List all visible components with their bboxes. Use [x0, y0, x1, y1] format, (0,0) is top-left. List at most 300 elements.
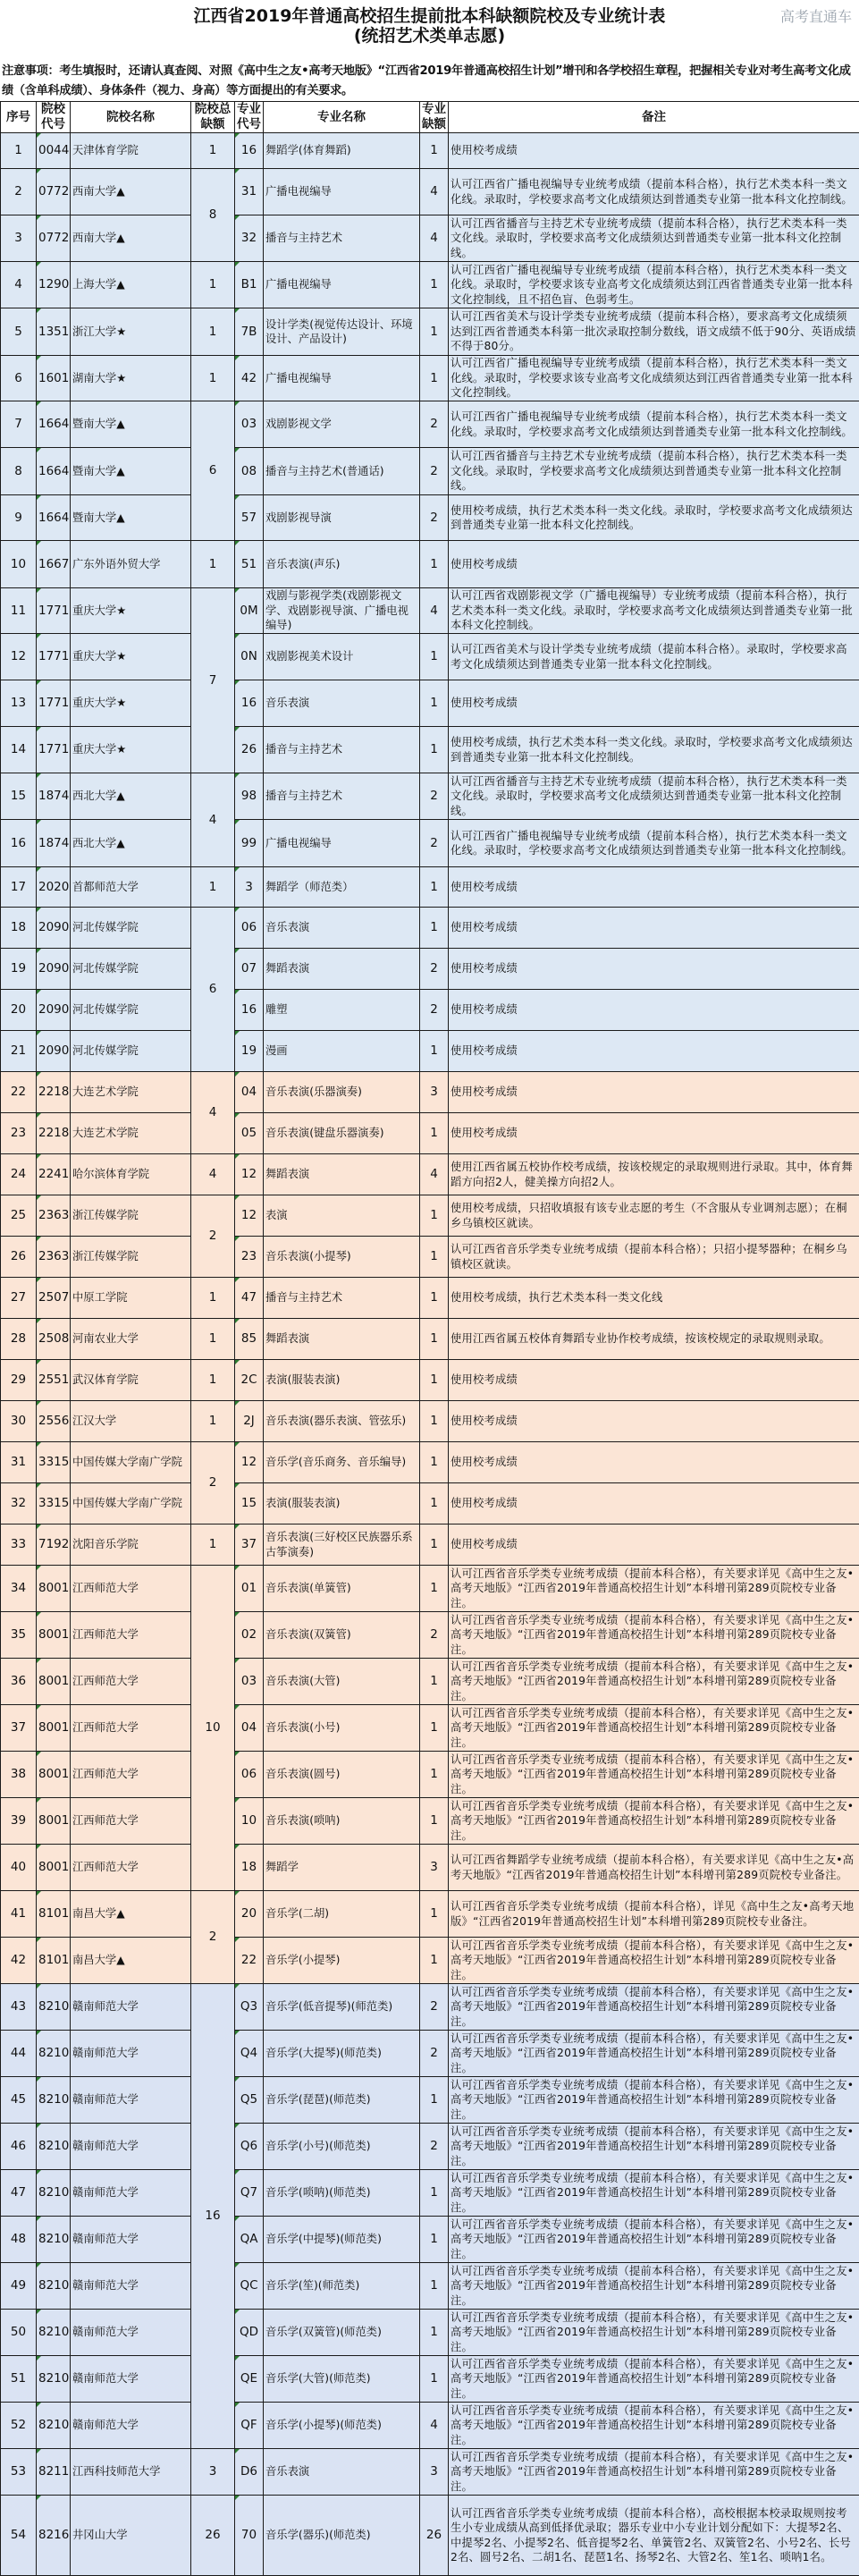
cell-remarks: 使用校考成绩 — [449, 867, 859, 908]
cell-school-name: 西北大学▲ — [71, 773, 191, 820]
cell-school-name: 湖南大学★ — [71, 356, 191, 401]
cell-school-total: 4 — [191, 1072, 235, 1154]
table-row — [1, 2496, 859, 2576]
cell-major-code: 42 — [235, 356, 264, 401]
header-major-quota: 专业缺额 — [420, 102, 449, 133]
header-school-name: 院校名称 — [71, 102, 191, 133]
cell-major-name: 表演 — [264, 1195, 420, 1237]
cell-major-name: 舞蹈学 — [264, 1845, 420, 1891]
cell-school-code: 1874 — [37, 820, 71, 867]
cell-seq: 30 — [1, 1401, 37, 1442]
cell-school-total: 26 — [191, 2496, 235, 2576]
cell-school-code: 8210 — [37, 2403, 71, 2449]
cell-school-name: 浙江传媒学院 — [71, 1195, 191, 1237]
cell-major-quota: 2 — [420, 773, 449, 820]
table-row — [1, 1984, 859, 2031]
cell-school-code: 1771 — [37, 727, 71, 773]
header-seq: 序号 — [1, 102, 37, 133]
cell-major-code: 20 — [235, 1891, 264, 1938]
table-row — [1, 1938, 859, 1984]
cell-school-name: 江西师范大学 — [71, 1566, 191, 1612]
cell-remarks: 认可江西省音乐学类专业统考成绩（提前本科合格），高校根据本校录取规则按考生小专业成绩从高到低择优录取；器乐专业中小专业计划分配如下：大提琴2名、中提琴2名、小提琴2名、低音提琴2名、单簧管2名、双簧管2名、小号2名、长号2名、圆号2名、二胡1名、琵琶1名、扬琴2名、大管2名、笙1名、唢呐1名。 — [449, 2496, 859, 2576]
cell-school-name: 中国传媒大学南广学院 — [71, 1442, 191, 1483]
cell-major-name: 音乐学(唢呐)(师范类) — [264, 2170, 420, 2217]
cell-remarks: 认可江西省音乐学类专业统考成绩（提前本科合格），有关要求详见《高中生之友•高考天地版》“江西省2019年普通高校招生计划”本科增刊第289页院校专业备注。 — [449, 2217, 859, 2263]
cell-school-code: 1667 — [37, 541, 71, 588]
cell-major-name: 音乐表演(唢呐) — [264, 1798, 420, 1845]
cell-school-code: 2090 — [37, 990, 71, 1031]
cell-major-name: 戏剧影视文学 — [264, 401, 420, 448]
cell-major-name: 表演(服装表演) — [264, 1483, 420, 1524]
cell-major-code: 0M — [235, 588, 264, 634]
cell-remarks: 认可江西省美术与设计学类专业统考成绩（提前本科合格）。录取时，学校要求高考文化成绩须达到普通类专业第一批本科文化控制线。 — [449, 634, 859, 680]
cell-seq: 52 — [1, 2403, 37, 2449]
cell-remarks: 认可江西省音乐学类专业统考成绩（提前本科合格），有关要求详见《高中生之友•高考天地版》“江西省2019年普通高校招生计划”本科增刊第289页院校专业备注。 — [449, 1612, 859, 1659]
cell-major-name: 音乐表演 — [264, 680, 420, 727]
cell-major-quota: 4 — [420, 1154, 449, 1195]
table-row — [1, 356, 859, 401]
table-row — [1, 908, 859, 949]
cell-school-total: 1 — [191, 308, 235, 356]
cell-remarks: 使用校考成绩 — [449, 1113, 859, 1154]
cell-remarks: 认可江西省广播电视编导专业统考成绩（提前本科合格），执行艺术类本科一类文化线。录取时，学校要求高考文化成绩须达到普通类专业第一批本科文化控制线。 — [449, 169, 859, 215]
cell-seq: 31 — [1, 1442, 37, 1483]
cell-remarks: 使用校考成绩 — [449, 133, 859, 169]
cell-major-code: 07 — [235, 949, 264, 990]
cell-major-name: 音乐学(中提琴)(师范类) — [264, 2217, 420, 2263]
table-row — [1, 680, 859, 727]
cell-school-name: 西北大学▲ — [71, 820, 191, 867]
cell-major-code: QF — [235, 2403, 264, 2449]
cell-remarks: 使用校考成绩，只招收填报有该专业志愿的考生（不含服从专业调剂志愿）；在桐乡乌镇校区就读。 — [449, 1195, 859, 1237]
cell-seq: 33 — [1, 1524, 37, 1566]
cell-seq: 7 — [1, 401, 37, 448]
table-row — [1, 634, 859, 680]
cell-major-code: 85 — [235, 1319, 264, 1360]
cell-remarks: 使用校考成绩，执行艺术类本科一类文化线。录取时，学校要求高考文化成绩须达到普通类专业第一批本科文化控制线。 — [449, 727, 859, 773]
cell-school-name: 赣南师范大学 — [71, 2263, 191, 2310]
cell-school-name: 哈尔滨体育学院 — [71, 1154, 191, 1195]
cell-school-total: 6 — [191, 908, 235, 1072]
page-subtitle: (统招艺术类单志愿) — [353, 26, 506, 46]
cell-major-quota: 1 — [420, 2356, 449, 2403]
cell-school-code: 1771 — [37, 588, 71, 634]
cell-school-name: 赣南师范大学 — [71, 1984, 191, 2031]
cell-major-quota: 1 — [420, 1659, 449, 1705]
cell-major-code: 22 — [235, 1938, 264, 1984]
cell-major-quota: 2 — [420, 949, 449, 990]
cell-major-quota: 1 — [420, 867, 449, 908]
cell-major-name: 舞蹈学（师范类） — [264, 867, 420, 908]
cell-school-name: 南昌大学▲ — [71, 1938, 191, 1984]
cell-major-code: 37 — [235, 1524, 264, 1566]
cell-seq: 19 — [1, 949, 37, 990]
cell-school-code: 8001 — [37, 1705, 71, 1752]
cell-major-name: 音乐表演(键盘乐器演奏) — [264, 1113, 420, 1154]
cell-major-code: 08 — [235, 448, 264, 495]
cell-seq: 40 — [1, 1845, 37, 1891]
cell-seq: 36 — [1, 1659, 37, 1705]
cell-major-quota: 1 — [420, 2217, 449, 2263]
cell-major-quota: 2 — [420, 1984, 449, 2031]
cell-major-code: QC — [235, 2263, 264, 2310]
cell-school-code: 8001 — [37, 1752, 71, 1798]
cell-school-total: 7 — [191, 588, 235, 773]
cell-school-name: 河南农业大学 — [71, 1319, 191, 1360]
cell-seq: 24 — [1, 1154, 37, 1195]
cell-major-code: 26 — [235, 727, 264, 773]
cell-school-total: 1 — [191, 1319, 235, 1360]
cell-major-code: 12 — [235, 1442, 264, 1483]
cell-major-name: 音乐表演(大管) — [264, 1659, 420, 1705]
cell-remarks: 认可江西省音乐学类专业统考成绩（提前本科合格），有关要求详见《高中生之友•高考天地版》“江西省2019年普通高校招生计划”本科增刊第289页院校专业备注。 — [449, 2031, 859, 2077]
cell-remarks: 认可江西省戏剧影视文学（广播电视编导）专业统考成绩（提前本科合格），执行艺术类本科一类文化线。录取时，学校要求高考文化成绩须达到普通类专业第一批本科文化控制线。 — [449, 588, 859, 634]
cell-seq: 6 — [1, 356, 37, 401]
cell-major-quota: 1 — [420, 1442, 449, 1483]
cell-remarks: 认可江西省播音与主持艺术专业统考成绩（提前本科合格），执行艺术类本科一类文化线。录取时，学校要求高考文化成绩须达到普通类专业第一批本科文化控制线。 — [449, 773, 859, 820]
cell-school-total: 2 — [191, 1195, 235, 1278]
cell-school-code: 1771 — [37, 680, 71, 727]
cell-school-name: 赣南师范大学 — [71, 2217, 191, 2263]
cell-major-code: 2J — [235, 1401, 264, 1442]
cell-school-name: 河北传媒学院 — [71, 990, 191, 1031]
cell-major-name: 音乐表演(圆号) — [264, 1752, 420, 1798]
table-row — [1, 1845, 859, 1891]
cell-school-total: 4 — [191, 1154, 235, 1195]
table-row — [1, 1483, 859, 1524]
cell-major-name: 雕塑 — [264, 990, 420, 1031]
cell-school-total: 1 — [191, 133, 235, 169]
cell-school-code: 2556 — [37, 1401, 71, 1442]
cell-major-code: 05 — [235, 1113, 264, 1154]
cell-major-name: 音乐学(音乐商务、音乐编导) — [264, 1442, 420, 1483]
cell-school-name: 江西师范大学 — [71, 1612, 191, 1659]
cell-school-code: 8210 — [37, 2263, 71, 2310]
cell-school-name: 首都师范大学 — [71, 867, 191, 908]
cell-school-total: 2 — [191, 1442, 235, 1524]
table-row — [1, 1113, 859, 1154]
cell-school-name: 重庆大学★ — [71, 727, 191, 773]
cell-remarks: 使用江西省属五校体育舞蹈专业协作校考成绩，按该校规定的录取规则录取。 — [449, 1319, 859, 1360]
cell-remarks: 认可江西省音乐学类专业统考成绩（提前本科合格），有关要求详见《高中生之友•高考天地版》“江西省2019年普通高校招生计划”本科增刊第289页院校专业备注。 — [449, 2170, 859, 2217]
cell-major-code: 57 — [235, 495, 264, 541]
cell-school-name: 上海大学▲ — [71, 262, 191, 308]
cell-major-name: 戏剧影视导演 — [264, 495, 420, 541]
cell-major-quota: 1 — [420, 1798, 449, 1845]
table-row — [1, 1659, 859, 1705]
table-row — [1, 2310, 859, 2356]
cell-major-quota: 1 — [420, 908, 449, 949]
cell-remarks: 使用校考成绩 — [449, 1401, 859, 1442]
cell-school-name: 井冈山大学 — [71, 2496, 191, 2576]
cell-school-code: 2241 — [37, 1154, 71, 1195]
cell-seq: 1 — [1, 133, 37, 169]
cell-remarks: 认可江西省音乐学类专业统考成绩（提前本科合格），详见《高中生之友•高考天地版》“江西省2019年普通高校招生计划”本科增刊第289页院校专业备注。 — [449, 1891, 859, 1938]
cell-school-name: 西南大学▲ — [71, 215, 191, 262]
cell-seq: 8 — [1, 448, 37, 495]
cell-school-code: 1771 — [37, 634, 71, 680]
cell-school-name: 大连艺术学院 — [71, 1072, 191, 1113]
table-row — [1, 949, 859, 990]
cell-seq: 21 — [1, 1031, 37, 1072]
cell-major-name: 表演(服装表演) — [264, 1360, 420, 1401]
cell-school-name: 江西师范大学 — [71, 1705, 191, 1752]
table-row — [1, 2449, 859, 2496]
cell-school-total: 8 — [191, 169, 235, 262]
cell-major-name: 舞蹈表演 — [264, 1154, 420, 1195]
cell-major-name: 播音与主持艺术 — [264, 215, 420, 262]
vacancy-table — [0, 101, 859, 2576]
cell-major-code: 47 — [235, 1278, 264, 1319]
table-row — [1, 541, 859, 588]
cell-school-code: 8210 — [37, 2124, 71, 2170]
cell-seq: 47 — [1, 2170, 37, 2217]
cell-major-code: 0N — [235, 634, 264, 680]
cell-major-code: 7B — [235, 308, 264, 356]
cell-school-total: 4 — [191, 773, 235, 867]
cell-major-name: 戏剧与影视学类(戏剧影视文学、戏剧影视导演、广播电视编导) — [264, 588, 420, 634]
cell-seq: 2 — [1, 169, 37, 215]
table-row — [1, 1891, 859, 1938]
cell-major-name: 音乐表演(三好校区民族器乐系古筝演奏) — [264, 1524, 420, 1566]
cell-major-name: 广播电视编导 — [264, 169, 420, 215]
cell-school-name: 暨南大学▲ — [71, 401, 191, 448]
cell-major-name: 设计学类(视觉传达设计、环境设计、产品设计) — [264, 308, 420, 356]
cell-remarks: 使用校考成绩 — [449, 1442, 859, 1483]
cell-remarks: 认可江西省音乐学类专业统考成绩（提前本科合格），有关要求详见《高中生之友•高考天地版》“江西省2019年普通高校招生计划”本科增刊第289页院校专业备注。 — [449, 2356, 859, 2403]
cell-major-code: 10 — [235, 1798, 264, 1845]
cell-seq: 5 — [1, 308, 37, 356]
cell-school-code: 2551 — [37, 1360, 71, 1401]
cell-major-name: 音乐学(笙)(师范类) — [264, 2263, 420, 2310]
cell-school-code: 8001 — [37, 1566, 71, 1612]
cell-school-name: 赣南师范大学 — [71, 2170, 191, 2217]
cell-seq: 38 — [1, 1752, 37, 1798]
cell-major-quota: 4 — [420, 169, 449, 215]
cell-school-total: 1 — [191, 1524, 235, 1566]
cell-major-quota: 1 — [420, 356, 449, 401]
cell-school-code: 8001 — [37, 1798, 71, 1845]
cell-major-code: Q7 — [235, 2170, 264, 2217]
cell-remarks: 认可江西省音乐学类专业统考成绩（提前本科合格），有关要求详见《高中生之友•高考天地版》“江西省2019年普通高校招生计划”本科增刊第289页院校专业备注。 — [449, 1984, 859, 2031]
cell-major-quota: 1 — [420, 1195, 449, 1237]
cell-major-quota: 1 — [420, 2170, 449, 2217]
cell-seq: 29 — [1, 1360, 37, 1401]
cell-school-code: 0772 — [37, 215, 71, 262]
cell-remarks: 认可江西省音乐学类专业统考成绩（提前本科合格），有关要求详见《高中生之友•高考天地版》“江西省2019年普通高校招生计划”本科增刊第289页院校专业备注。 — [449, 1659, 859, 1705]
table-row — [1, 133, 859, 169]
cell-school-code: 0772 — [37, 169, 71, 215]
cell-major-quota: 1 — [420, 1113, 449, 1154]
cell-school-code: 8210 — [37, 1984, 71, 2031]
cell-major-code: B1 — [235, 262, 264, 308]
cell-school-code: 8210 — [37, 2077, 71, 2124]
cell-seq: 3 — [1, 215, 37, 262]
cell-seq: 27 — [1, 1278, 37, 1319]
cell-school-name: 重庆大学★ — [71, 588, 191, 634]
table-row — [1, 773, 859, 820]
table-row — [1, 867, 859, 908]
cell-seq: 46 — [1, 2124, 37, 2170]
cell-school-total: 10 — [191, 1566, 235, 1891]
cell-major-quota: 1 — [420, 1237, 449, 1278]
cell-major-quota: 1 — [420, 1938, 449, 1984]
cell-remarks: 认可江西省音乐学类专业统考成绩（提前本科合格），有关要求详见《高中生之友•高考天地版》“江西省2019年普通高校招生计划”本科增刊第289页院校专业备注。 — [449, 2077, 859, 2124]
header-major-code: 专业代号 — [235, 102, 264, 133]
table-row — [1, 1195, 859, 1237]
cell-seq: 53 — [1, 2449, 37, 2496]
cell-school-name: 重庆大学★ — [71, 634, 191, 680]
table-row — [1, 2077, 859, 2124]
cell-seq: 9 — [1, 495, 37, 541]
table-row — [1, 1278, 859, 1319]
cell-school-code: 8001 — [37, 1612, 71, 1659]
cell-major-code: 04 — [235, 1705, 264, 1752]
cell-school-name: 河北传媒学院 — [71, 1031, 191, 1072]
cell-major-code: 16 — [235, 680, 264, 727]
cell-school-code: 2218 — [37, 1113, 71, 1154]
cell-school-code: 8210 — [37, 2356, 71, 2403]
table-row — [1, 2263, 859, 2310]
cell-major-name: 播音与主持艺术 — [264, 727, 420, 773]
cell-major-quota: 1 — [420, 1483, 449, 1524]
cell-school-code: 8210 — [37, 2217, 71, 2263]
cell-school-code: 8001 — [37, 1659, 71, 1705]
cell-major-code: D6 — [235, 2449, 264, 2496]
cell-major-name: 音乐学(低音提琴)(师范类) — [264, 1984, 420, 2031]
cell-school-total: 1 — [191, 541, 235, 588]
cell-seq: 15 — [1, 773, 37, 820]
cell-major-code: Q5 — [235, 2077, 264, 2124]
cell-school-total: 1 — [191, 1401, 235, 1442]
notice-text: 注意事项：考生填报时，还请认真查阅、对照《高中生之友•高考天地版》“江西省2019年普通高校招生计划”增刊和各学校招生章程，把握相关专业对考生高考文化成绩（含单科成绩）、身体条件（视力、身高）等方面提出的有关要求。 — [2, 64, 851, 97]
table-row — [1, 495, 859, 541]
cell-seq: 35 — [1, 1612, 37, 1659]
cell-major-code: QE — [235, 2356, 264, 2403]
cell-remarks: 认可江西省音乐学类专业统考成绩（提前本科合格），有关要求详见《高中生之友•高考天地版》“江西省2019年普通高校招生计划”本科增刊第289页院校专业备注。 — [449, 1752, 859, 1798]
cell-major-quota: 2 — [420, 1612, 449, 1659]
cell-school-name: 赣南师范大学 — [71, 2403, 191, 2449]
cell-school-name: 赣南师范大学 — [71, 2124, 191, 2170]
cell-major-quota: 2 — [420, 990, 449, 1031]
cell-school-name: 河北传媒学院 — [71, 908, 191, 949]
cell-seq: 16 — [1, 820, 37, 867]
cell-major-name: 音乐表演(乐器演奏) — [264, 1072, 420, 1113]
table-row — [1, 1798, 859, 1845]
cell-school-code: 3315 — [37, 1442, 71, 1483]
page-title: 江西省2019年普通高校招生提前批本科缺额院校及专业统计表 — [193, 6, 666, 26]
cell-school-code: 8210 — [37, 2310, 71, 2356]
cell-major-code: 3 — [235, 867, 264, 908]
cell-major-quota: 1 — [420, 1524, 449, 1566]
cell-major-code: 04 — [235, 1072, 264, 1113]
cell-major-name: 音乐表演 — [264, 2449, 420, 2496]
cell-remarks: 使用校考成绩 — [449, 949, 859, 990]
cell-remarks: 使用校考成绩，执行艺术类本科一类文化线 — [449, 1278, 859, 1319]
cell-major-code: 12 — [235, 1195, 264, 1237]
cell-school-name: 浙江传媒学院 — [71, 1237, 191, 1278]
cell-seq: 10 — [1, 541, 37, 588]
table-row — [1, 215, 859, 262]
table-row — [1, 1612, 859, 1659]
cell-school-total: 2 — [191, 1891, 235, 1984]
table-row — [1, 990, 859, 1031]
cell-school-name: 中国传媒大学南广学院 — [71, 1483, 191, 1524]
cell-school-total: 1 — [191, 867, 235, 908]
cell-seq: 23 — [1, 1113, 37, 1154]
cell-major-quota: 26 — [420, 2496, 449, 2576]
table-row — [1, 2124, 859, 2170]
cell-major-quota: 1 — [420, 262, 449, 308]
cell-remarks: 使用校考成绩 — [449, 990, 859, 1031]
cell-major-name: 广播电视编导 — [264, 356, 420, 401]
cell-major-name: 广播电视编导 — [264, 262, 420, 308]
table-row — [1, 1237, 859, 1278]
table-row — [1, 308, 859, 356]
cell-major-quota: 1 — [420, 1891, 449, 1938]
cell-school-code: 2508 — [37, 1319, 71, 1360]
cell-school-code: 2363 — [37, 1237, 71, 1278]
cell-major-quota: 1 — [420, 2077, 449, 2124]
cell-school-code: 2090 — [37, 1031, 71, 1072]
table-row — [1, 1319, 859, 1360]
cell-seq: 11 — [1, 588, 37, 634]
cell-school-total: 16 — [191, 1984, 235, 2449]
table-row — [1, 401, 859, 448]
cell-remarks: 认可江西省音乐学类专业统考成绩（提前本科合格），有关要求详见《高中生之友•高考天地版》“江西省2019年普通高校招生计划”本科增刊第289页院校专业备注。 — [449, 1705, 859, 1752]
cell-major-quota: 2 — [420, 495, 449, 541]
cell-seq: 43 — [1, 1984, 37, 2031]
cell-seq: 42 — [1, 1938, 37, 1984]
cell-school-code: 1664 — [37, 401, 71, 448]
cell-major-name: 音乐学(双簧管)(师范类) — [264, 2310, 420, 2356]
cell-school-name: 赣南师范大学 — [71, 2310, 191, 2356]
cell-major-code: 06 — [235, 908, 264, 949]
cell-major-quota: 4 — [420, 588, 449, 634]
cell-seq: 28 — [1, 1319, 37, 1360]
cell-major-quota: 3 — [420, 2449, 449, 2496]
cell-major-quota: 1 — [420, 1278, 449, 1319]
cell-school-name: 天津体育学院 — [71, 133, 191, 169]
cell-school-total: 3 — [191, 2449, 235, 2496]
table-row — [1, 2217, 859, 2263]
cell-remarks: 认可江西省广播电视编导专业统考成绩（提前本科合格），执行艺术类本科一类文化线。录取时，学校要求该专业高考文化成绩须达到江西省普通类专业第一批本科文化控制线。 — [449, 356, 859, 401]
cell-seq: 25 — [1, 1195, 37, 1237]
cell-remarks: 认可江西省音乐学类专业统考成绩（提前本科合格）；只招小提琴器种；在桐乡乌镇校区就读。 — [449, 1237, 859, 1278]
cell-major-code: 12 — [235, 1154, 264, 1195]
table-row — [1, 820, 859, 867]
cell-major-quota: 1 — [420, 680, 449, 727]
cell-school-name: 赣南师范大学 — [71, 2077, 191, 2124]
cell-major-code: 2C — [235, 1360, 264, 1401]
table-row — [1, 1072, 859, 1113]
cell-seq: 41 — [1, 1891, 37, 1938]
table-row — [1, 262, 859, 308]
cell-seq: 4 — [1, 262, 37, 308]
cell-seq: 18 — [1, 908, 37, 949]
cell-major-name: 音乐表演(小提琴) — [264, 1237, 420, 1278]
cell-remarks: 使用校考成绩 — [449, 680, 859, 727]
cell-school-name: 江西师范大学 — [71, 1845, 191, 1891]
cell-remarks: 认可江西省美术与设计学类专业统考成绩（提前本科合格），要求高考文化成绩须达到江西省普通类本科第一批次录取控制分数线，语文成绩不低于90分、英语成绩不得于80分。 — [449, 308, 859, 356]
cell-major-name: 音乐学(小提琴) — [264, 1938, 420, 1984]
cell-remarks: 认可江西省音乐学类专业统考成绩（提前本科合格），有关要求详见《高中生之友•高考天地版》“江西省2019年普通高校招生计划”本科增刊第289页院校专业备注。 — [449, 1938, 859, 1984]
cell-major-quota: 3 — [420, 1845, 449, 1891]
cell-remarks: 使用校考成绩 — [449, 1072, 859, 1113]
cell-major-code: 06 — [235, 1752, 264, 1798]
cell-major-quota: 1 — [420, 2310, 449, 2356]
cell-school-name: 广东外语外贸大学 — [71, 541, 191, 588]
